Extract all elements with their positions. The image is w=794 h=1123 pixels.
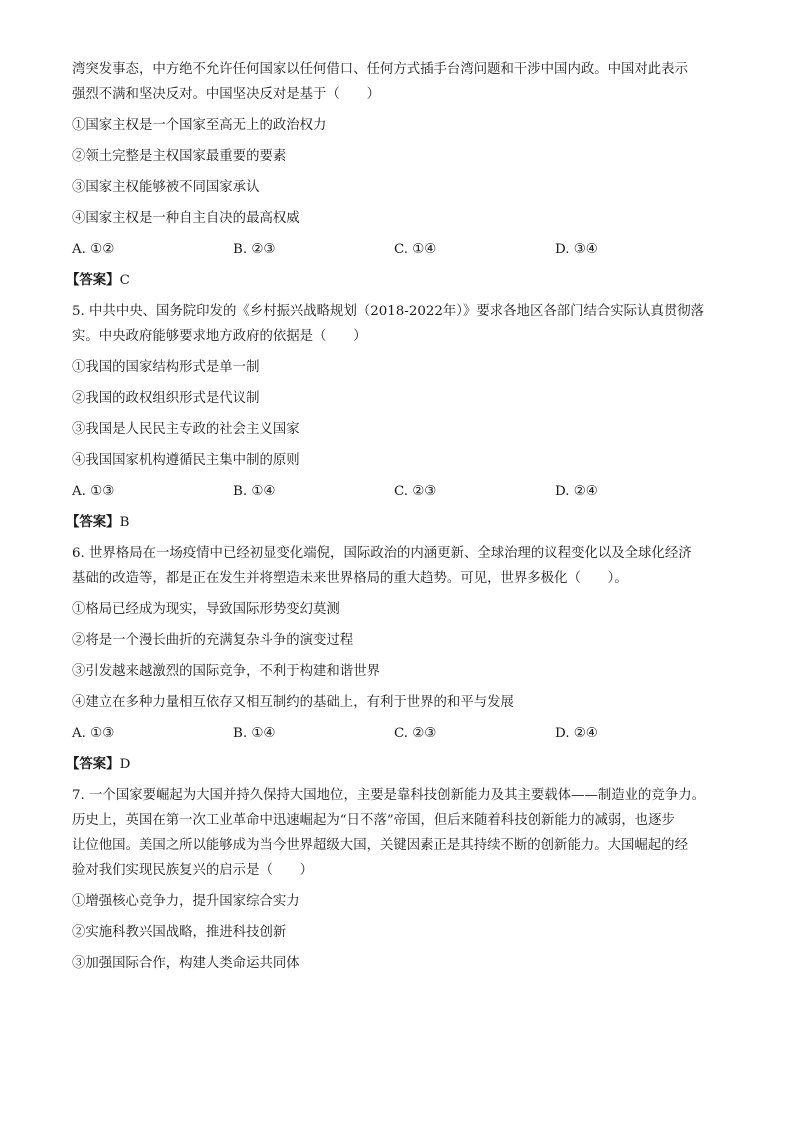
question-7-stem-line-4: 验对我们实现民族复兴的启示是（ ） [72, 863, 314, 878]
answer-value: B [119, 515, 130, 530]
option-c: C. ②③ [394, 726, 437, 741]
question-7-stem-line-2: 历史上，英国在第一次工业革命中迅速崛起为“日不落”帝国，但后来随着科技创新能力的减弱，也逐步 [72, 813, 675, 828]
option-b: B. ②③ [233, 242, 276, 257]
question-7-statement-2: ②实施科教兴国战略，推进科技创新 [72, 925, 287, 940]
option-c: C. ①④ [394, 242, 437, 257]
option-d: D. ②④ [555, 726, 598, 741]
question-6-options [72, 724, 732, 744]
question-7 [72, 786, 732, 974]
question-7-stem-line-1: 7. 一个国家要崛起为大国并持久保持大国地位，主要是靠科技创新能力及其主要载体——制造业的竞争力。 [72, 788, 705, 803]
question-6-statement-3: ③引发越来越激烈的国际竞争，不利于构建和谐世界 [72, 664, 380, 679]
question-7-statement-3: ③加强国际合作，构建人类命运共同体 [72, 956, 300, 971]
question-5-statement-3: ③我国是人民民主专政的社会主义国家 [72, 422, 300, 437]
answer-value: D [119, 757, 131, 772]
answer-tag: 【答案】 [66, 515, 120, 530]
question-7-statement-1: ①增强核心竞争力，提升国家综合实力 [72, 894, 300, 909]
option-a: A. ①② [72, 242, 115, 257]
question-4-statement-4: ④国家主权是一种自主自决的最高权威 [72, 211, 300, 226]
question-5-options [72, 482, 732, 502]
option-b: B. ①④ [233, 484, 276, 499]
question-5-statement-4: ④我国国家机构遵循民主集中制的原则 [72, 453, 300, 468]
question-4-options [72, 240, 732, 260]
question-5-statement-1: ①我国的国家结构形式是单一制 [72, 360, 260, 375]
document-page [66, 60, 732, 985]
question-6-statement-4: ④建立在多种力量相互依存又相互制约的基础上，有利于世界的和平与发展 [72, 695, 514, 710]
question-4-statement-1: ①国家主权是一个国家至高无上的政治权力 [72, 118, 327, 133]
question-5-stem-line-2: 实。中央政府能够要求地方政府的依据是（ ） [72, 329, 367, 344]
question-5-statement-2: ②我国的政权组织形式是代议制 [72, 391, 260, 406]
answer-tag: 【答案】 [66, 273, 120, 288]
question-6-answer [66, 755, 732, 775]
question-4 [66, 60, 732, 291]
question-7-stem-line-3: 让位他国。美国之所以能够成为当今世界超级大国，关键因素正是其持续不断的创新能力。大国崛起的经 [72, 838, 688, 853]
question-5-answer [66, 513, 732, 533]
question-4-statement-3: ③国家主权能够被不同国家承认 [72, 180, 260, 195]
option-a: A. ①③ [72, 484, 115, 499]
question-4-answer [66, 271, 732, 291]
question-6-statement-1: ①格局已经成为现实，导致国际形势变幻莫测 [72, 602, 340, 617]
question-4-statement-2: ②领土完整是主权国家最重要的要素 [72, 149, 287, 164]
option-c: C. ②③ [394, 484, 437, 499]
question-4-stem-line-1: 湾突发事态，中方绝不允许任何国家以任何借口、任何方式插手台湾问题和干涉中国内政。中国对此表示 [72, 62, 688, 77]
question-5-stem-line-1: 5. 中共中央、国务院印发的《乡村振兴战略规划（2018-2022年）》要求各地区各部门结合实际认真贯彻落 [72, 304, 705, 319]
question-6 [66, 544, 732, 775]
question-4-stem-line-2: 强烈不满和坚决反对。中国坚决反对是基于（ ） [72, 87, 380, 102]
question-6-stem-line-1: 6. 世界格局在一场疫情中已经初显变化端倪，国际政治的内涵更新、全球治理的议程变化以及全球化经济 [72, 546, 692, 561]
question-6-stem-line-2: 基础的改造等，都是正在发生并将塑造未来世界格局的重大趋势。可见，世界多极化（ ）。 [72, 571, 628, 586]
question-6-statement-2: ②将是一个漫长曲折的充满复杂斗争的演变过程 [72, 633, 354, 648]
option-a: A. ①③ [72, 726, 115, 741]
option-b: B. ①④ [233, 726, 276, 741]
question-5 [66, 302, 732, 533]
option-d: D. ③④ [555, 242, 598, 257]
answer-tag: 【答案】 [66, 757, 120, 772]
option-d: D. ②④ [555, 484, 598, 499]
answer-value: C [119, 273, 130, 288]
